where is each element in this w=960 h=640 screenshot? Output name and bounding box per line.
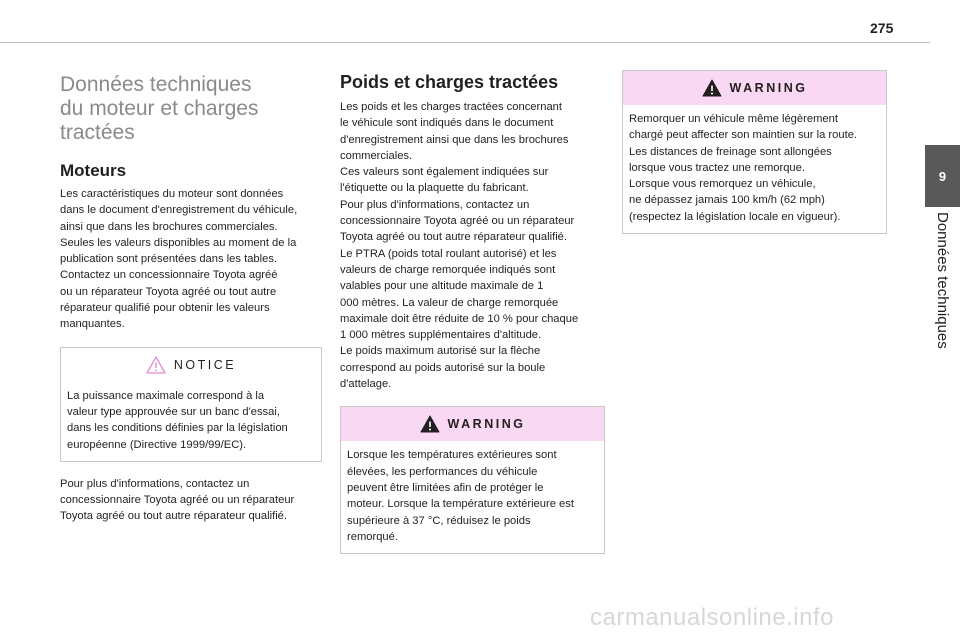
warning-body: Remorquer un véhicule même légèrement chargé peut affecter son maintien sur la route. Les distances de freinage sont allongées lorsque vous tractez une remorque. Lorsque vous remorquez un véhicule, ne dépassez jamais 100 km/h (62 mph) (respectez la législation locale en vigueur).	[629, 113, 858, 223]
poids-body: Les poids et les charges tractées concernant le véhicule sont indiqués dans le document d'enregistrement ainsi que dans les brochures commerciales. Ces valeurs sont également indiquées sur l'étiquette ou la plaquette du fabricant. Pour plus d'informations, contactez un concessionnaire Toyota agréé ou un réparateur Toyota agréé ou tout autre réparateur qualifié. Le PTRA (poids total roulant autorisé) et les valeurs de charge remorquée indiqués sont valables pour une altitude maximale de 1 000 mètres. La valeur de charge remorquée maximale doit être réduite de 10 % pour chaque 1 000 mètres supplémentaires d'altitude. Le poids maximum autorisé sur la flèche correspond au poids autorisé sur la boule d'attelage.	[340, 101, 579, 391]
chapter-side-title: Données techniques	[934, 212, 951, 349]
column-1	[60, 70, 322, 525]
heading-poids: Poids et charges tractées	[340, 72, 559, 92]
notice-title: NOTICE	[173, 357, 237, 372]
warning-header	[623, 71, 886, 105]
column-2	[340, 72, 605, 554]
warning-box-temperature	[340, 406, 605, 554]
notice-body: La puissance maximale correspond à la valeur type approuvée sur un banc d'essai, dans les conditions définies par la législation européenne (Directive 1999/99/EC).	[67, 389, 288, 451]
header-divider	[0, 42, 930, 43]
col1-closing-text: Pour plus d'informations, contactez un concessionnaire Toyota agréé ou un réparateur Toyota agréé ou tout autre réparateur qualifié.	[60, 477, 295, 523]
warning-body: Lorsque les températures extérieures sont élevées, les performances du véhicule peuvent être limitées afin de protéger le moteur. Lorsque la température extérieure est supérieure à 37 °C, réduisez le poids remorqué.	[347, 449, 574, 543]
warning-box-towing	[622, 70, 887, 234]
notice-box	[60, 347, 322, 462]
warning-header	[341, 407, 604, 441]
chapter-number: 9	[938, 168, 947, 184]
watermark: carmanualsonline.info	[590, 604, 834, 631]
notice-header	[61, 348, 321, 382]
section-main-title: Données techniques du moteur et charges tractées	[60, 73, 259, 144]
column-3	[622, 70, 887, 234]
heading-moteurs: Moteurs	[60, 161, 127, 180]
moteurs-body: Les caractéristiques du moteur sont données dans le document d'enregistrement du véhicule, ainsi que dans les brochures commerciales. Seules les valeurs disponibles au moment de la publication sont présentées dans les tables. Contactez un concessionnaire Toyota agréé ou un réparateur Toyota agréé ou tout autre réparateur qualifié pour obtenir les valeurs manquantes.	[60, 188, 298, 331]
warning-triangle-icon	[146, 356, 166, 374]
warning-title: WARNING	[729, 81, 808, 95]
page-number: 275	[870, 20, 894, 36]
chapter-tab	[925, 145, 960, 207]
warning-triangle-icon	[420, 415, 440, 433]
warning-triangle-icon	[702, 79, 722, 97]
warning-title: WARNING	[447, 417, 526, 432]
